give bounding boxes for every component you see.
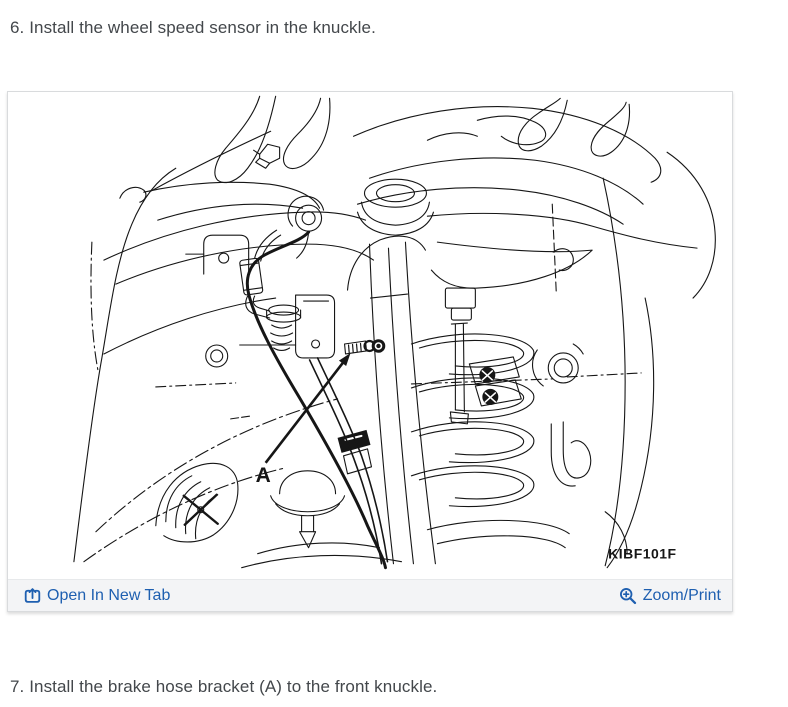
magnifier-plus-icon (619, 587, 637, 605)
instruction-step-6: 6. Install the wheel speed sensor in the knuckle. (10, 18, 376, 37)
drawing-code-label: KIBF101F (608, 545, 677, 562)
callout-arrow (266, 353, 351, 463)
open-in-new-tab-label: Open In New Tab (47, 586, 171, 604)
callout-label-a: A (255, 463, 271, 487)
instruction-step-7: 7. Install the brake hose bracket (A) to the front knuckle. (10, 677, 438, 696)
suspension-diagram (8, 92, 732, 579)
figure-toolbar (8, 579, 732, 611)
zoom-print-label: Zoom/Print (642, 586, 721, 604)
zoom-print-link[interactable] (619, 587, 721, 605)
open-in-new-tab-icon (24, 587, 41, 604)
suspension-line-art (8, 92, 732, 579)
open-in-new-tab-link[interactable] (24, 587, 170, 605)
figure-card (7, 91, 733, 612)
